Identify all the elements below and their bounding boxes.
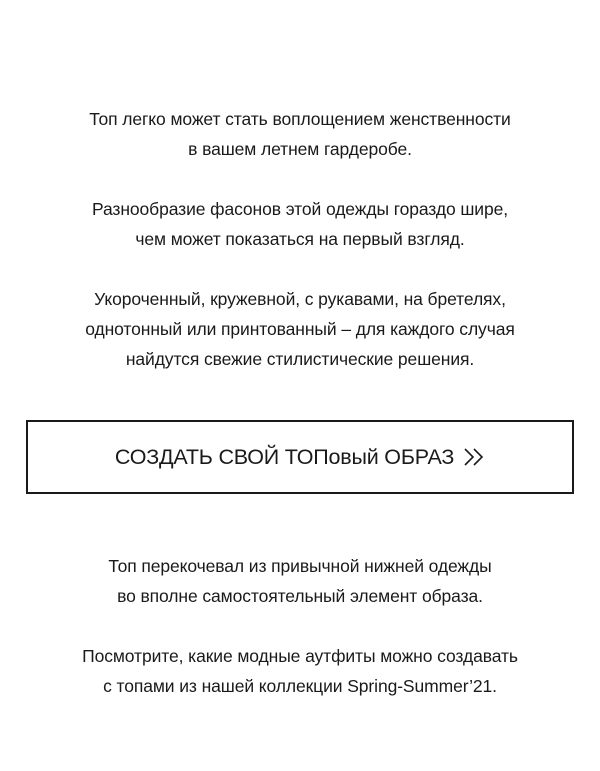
- intro-paragraph-3-line-1: Укороченный, кружевной, с рукавами, на бретелях,: [94, 289, 506, 309]
- outro-paragraph-2-line-1: Посмотрите, какие модные аутфиты можно создавать: [82, 646, 518, 666]
- intro-paragraph-2-line-1: Разнообразие фасонов этой одежды гораздо шире,: [91, 199, 508, 219]
- outro-paragraph-1: [0, 551, 600, 611]
- double-chevron-right-icon: [463, 447, 485, 467]
- create-outfit-button-label: СОЗДАТЬ СВОЙ ТОПовый ОБРАЗ: [114, 444, 455, 469]
- intro-paragraph-3-line-2: однотонный или принтованный – для каждого случая: [85, 319, 515, 339]
- outro-paragraph-2-line-2: с топами из нашей коллекции Spring-Summer’21.: [103, 676, 497, 696]
- outro-paragraph-1-line-1: Топ перекочевал из привычной нижней одежды: [108, 556, 492, 576]
- create-outfit-button[interactable]: [26, 420, 574, 494]
- intro-paragraph-1-line-1: Топ легко может стать воплощением женственности: [89, 109, 511, 129]
- intro-paragraph-1: [0, 104, 600, 164]
- intro-paragraph-3-line-3: найдутся свежие стилистические решения.: [125, 349, 475, 369]
- intro-paragraph-2: [0, 194, 600, 254]
- intro-paragraph-3: [0, 284, 600, 374]
- intro-paragraph-1-line-2: в вашем летнем гардеробе.: [188, 139, 412, 159]
- intro-paragraph-2-line-2: чем может показаться на первый взгляд.: [135, 229, 465, 249]
- outro-paragraph-2: [0, 641, 600, 701]
- outro-paragraph-1-line-2: во вполне самостоятельный элемент образа.: [117, 586, 483, 606]
